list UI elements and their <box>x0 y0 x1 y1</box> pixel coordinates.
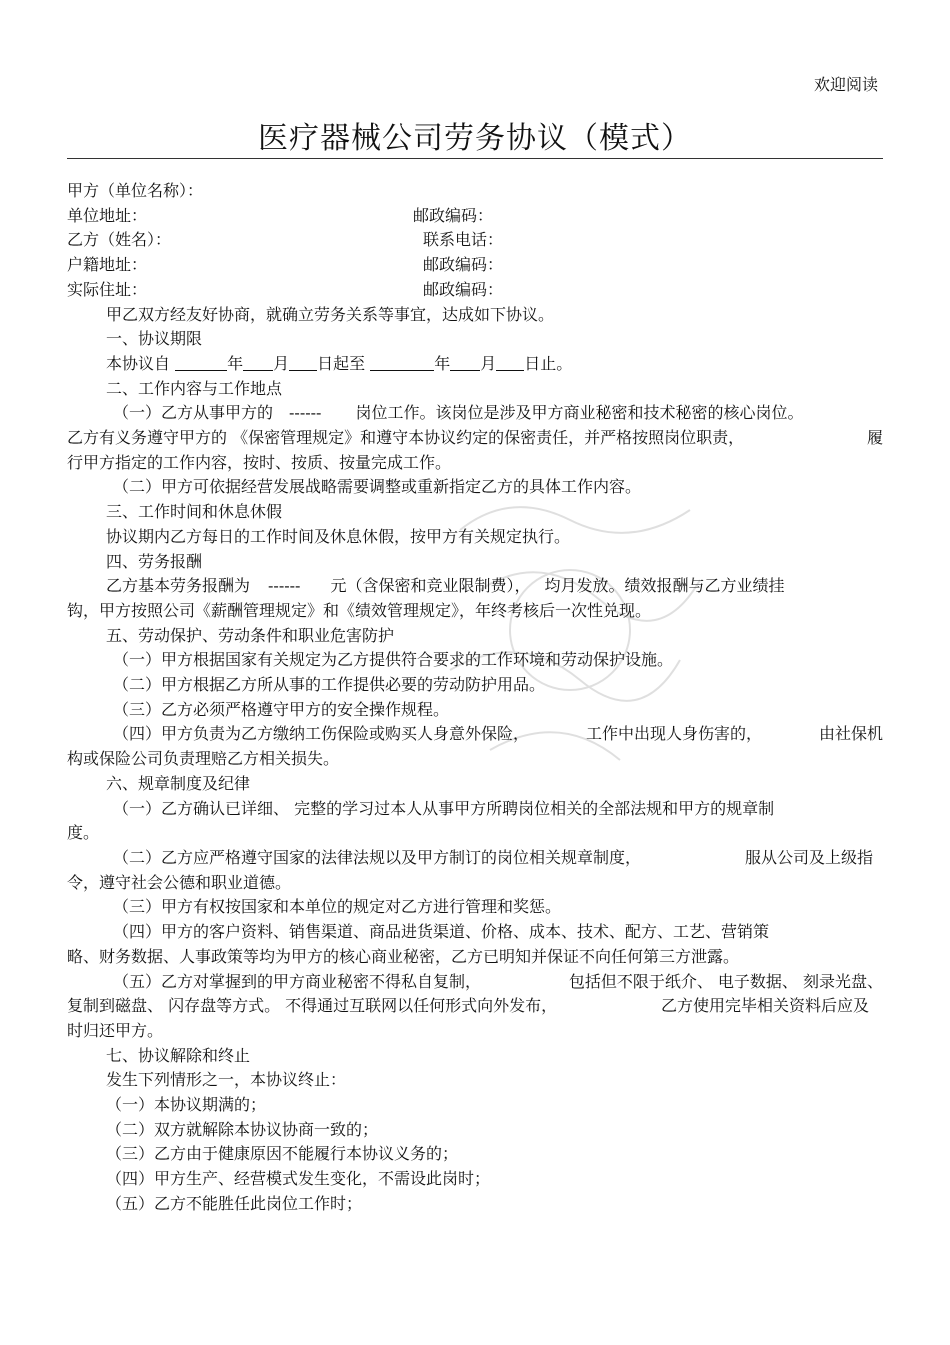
text-span: ------ <box>268 576 301 596</box>
paragraph-line: （二）甲方根据乙方所从事的工作提供必要的劳动防护用品。 <box>113 675 546 695</box>
text-span: 工作中出现人身伤害的， <box>585 724 762 744</box>
section-heading: 五、劳动保护、劳动条件和职业危害防护 <box>106 625 395 645</box>
text-span: 元（含保密和竞业限制费）， <box>330 576 531 596</box>
paragraph-line: （三）甲方有权按国家和本单位的规定对乙方进行管理和奖惩。 <box>113 897 562 917</box>
text-span: 复制到磁盘、 闪存盘等方式。 不得通过互联网以任何形式向外发布， <box>67 996 558 1016</box>
list-item: （四）甲方生产、经营模式发生变化，不需设此岗时； <box>106 1169 491 1189</box>
paragraph-line: 时归还甲方。 <box>67 1020 164 1040</box>
paragraph-line <box>67 401 883 426</box>
section-heading: 六、规章制度及纪律 <box>106 773 251 793</box>
paragraph-line <box>67 426 883 451</box>
postal-label-3: 邮政编码： <box>423 279 504 299</box>
header-right-text: 欢迎阅读 <box>813 75 878 94</box>
document-title: 医疗器械公司劳务协议（模式） <box>258 121 692 156</box>
blank-field <box>370 354 434 371</box>
paragraph-line: 构或保险公司负责理赔乙方相关损失。 <box>67 749 340 769</box>
term-text: 年 <box>434 353 451 373</box>
section-heading: 四、劳务报酬 <box>106 551 203 571</box>
paragraph-line: 发生下列情形之一，本协议终止： <box>106 1070 347 1090</box>
text-span: ------ <box>289 403 322 423</box>
paragraph-line: 行甲方指定的工作内容，按时、按质、按量完成工作。 <box>67 452 452 472</box>
section-heading: 一、协议期限 <box>106 329 203 349</box>
paragraph-line: 略、财务数据、人事政策等均为甲方的核心商业秘密，乙方已明知并保证不向任何第三方泄露。 <box>67 946 740 966</box>
text-span: （二）乙方应严格遵守国家的法律法规以及甲方制订的岗位相关规章制度， <box>113 847 642 867</box>
text-span: 履 <box>866 428 883 448</box>
paragraph-line <box>67 574 883 599</box>
household-row <box>67 253 883 278</box>
party-b-label: 乙方（姓名）： <box>67 230 172 250</box>
text-span: 包括但不限于纸介、 电子数据、 刻录光盘、 <box>568 971 883 991</box>
postal-label-2: 邮政编码： <box>423 255 504 275</box>
section-heading: 二、工作内容与工作地点 <box>106 378 283 398</box>
list-item: （三）乙方由于健康原因不能履行本协议义务的； <box>106 1144 459 1164</box>
text-span: 岗位工作。该岗位是涉及甲方商业秘密和技术秘密的核心岗位。 <box>355 403 804 423</box>
text-span: 均月发放。绩效报酬与乙方业绩挂 <box>544 576 785 596</box>
term-line <box>67 352 883 377</box>
section-heading: 七、协议解除和终止 <box>106 1045 251 1065</box>
text-span: 由社保机 <box>818 724 883 744</box>
paragraph-line: 协议期内乙方每日的工作时间及休息休假，按甲方有关规定执行。 <box>106 526 571 546</box>
phone-label: 联系电话： <box>423 230 504 250</box>
document-body <box>67 179 883 1217</box>
party-b-row <box>67 228 883 253</box>
text-span: 服从公司及上级指 <box>744 847 873 867</box>
paragraph-line <box>67 722 883 747</box>
household-label: 户籍地址： <box>67 255 148 275</box>
text-span: （一）乙方从事甲方的 <box>113 403 274 423</box>
term-text: 日止。 <box>524 353 573 373</box>
actual-address-row <box>67 278 883 303</box>
text-span: （五）乙方对掌握到的甲方商业秘密不得私自复制， <box>113 971 482 991</box>
list-item: （二）双方就解除本协议协商一致的； <box>106 1119 379 1139</box>
term-text: 本协议自 <box>106 353 171 373</box>
actual-address-label: 实际住址： <box>67 279 148 299</box>
intro-paragraph: 甲乙双方经友好协商，就确立劳务关系等事宜，达成如下协议。 <box>106 304 555 324</box>
term-text: 月 <box>273 353 290 373</box>
term-text: 月 <box>480 353 497 373</box>
list-item: （一）本协议期满的； <box>106 1095 267 1115</box>
party-a-line: 甲方（单位名称）： <box>67 181 204 200</box>
paragraph-line: 度。 <box>67 823 100 843</box>
postal-label-1: 邮政编码： <box>413 205 494 225</box>
paragraph-line: （一）甲方根据国家有关规定为乙方提供符合要求的工作环境和劳动保护设施。 <box>113 650 674 670</box>
text-span: 乙方有义务遵守甲方的 《保密管理规定》和遵守本协议约定的保密责任，并严格按照岗位职责， <box>67 428 745 448</box>
paragraph-line: （四）甲方的客户资料、销售渠道、商品进货渠道、价格、成本、技术、配方、工艺、营销策 <box>113 922 770 942</box>
address-label: 单位地址： <box>67 205 148 225</box>
blank-field <box>175 354 227 371</box>
list-item: （五）乙方不能胜任此岗位工作时； <box>106 1193 363 1213</box>
blank-field <box>243 354 273 371</box>
text-span: （四）甲方负责为乙方缴纳工伤保险或购买人身意外保险， <box>113 724 530 744</box>
paragraph-line: （二）甲方可依据经营发展战略需要调整或重新指定乙方的具体工作内容。 <box>113 477 642 497</box>
term-text: 年 <box>227 353 244 373</box>
paragraph-line <box>67 846 883 871</box>
blank-field <box>450 354 480 371</box>
paragraph-line: （一）乙方确认已详细、 完整的学习过本人从事甲方所聘岗位相关的全部法规和甲方的规章制 <box>113 798 775 818</box>
text-span: 乙方使用完毕相关资料后应及 <box>660 996 869 1016</box>
section-heading: 三、工作时间和休息休假 <box>106 502 283 522</box>
blank-field <box>289 354 317 371</box>
text-span: 乙方基本劳务报酬为 <box>106 576 251 596</box>
paragraph-line: 令，遵守社会公德和职业道德。 <box>67 872 292 892</box>
address-row <box>67 204 883 229</box>
paragraph-line: 钩，甲方按照公司《薪酬管理规定》和《绩效管理规定》，年终考核后一次性兑现。 <box>67 600 652 620</box>
blank-field <box>496 354 524 371</box>
paragraph-line <box>67 970 883 995</box>
paragraph-line: （三）乙方必须严格遵守甲方的安全操作规程。 <box>113 699 450 719</box>
term-text: 日起至 <box>317 353 366 373</box>
title-underline <box>67 158 883 159</box>
paragraph-line <box>67 994 883 1019</box>
